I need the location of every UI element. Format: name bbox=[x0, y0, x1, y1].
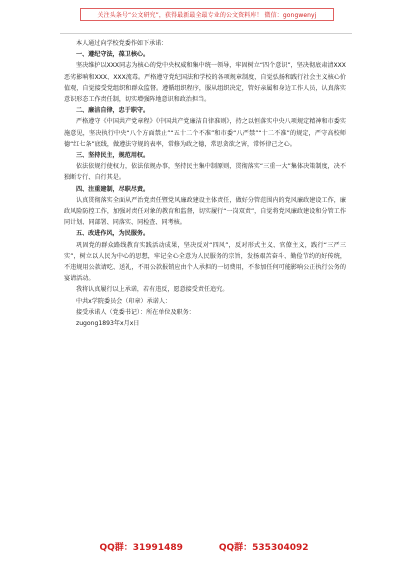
header-divider bbox=[60, 33, 352, 34]
section-body-3: 依法依规行使权力，依法依规办事，坚持民主集中制原则，贯彻落实“三重一大”集体决策制度，决不独断专行、自行其是。 bbox=[64, 163, 346, 182]
pledge-intro: 本人通过向学校党委作如下承诺： bbox=[76, 40, 168, 47]
promo-banner-text: 关注头条号“公文研究”，获得最新最全最专业的公文资料库！ 微信：gongwenyj bbox=[97, 12, 317, 19]
pledge-body bbox=[64, 38, 346, 329]
section-heading-5: 五、改进作风，为民服务。 bbox=[76, 230, 150, 238]
section-heading-1: 一、遵纪守法，葆卫核心。 bbox=[76, 51, 150, 59]
section-heading-3: 三、坚持民主，规范用权。 bbox=[76, 152, 150, 160]
section-heading-2: 二、廉洁自律，忠于职守。 bbox=[76, 107, 150, 115]
signature-recipient: 接受承诺人（党委书记）：所在单位及职务： bbox=[76, 308, 195, 316]
section-body-4: 认真贯彻落实全面从严治党责任暨党风廉政建设主体责任，做好分管范围内的党风廉政建设工作，廉政风险防控工作，加强对责任对象的教育和监督，切实履行“一岗双责”，自觉将党风廉政建设和分管工作同计划、同部署、同落实、同检查、同考核。 bbox=[64, 196, 346, 227]
footer bbox=[0, 540, 408, 553]
qq-group-1: QQ群：31991489 bbox=[99, 543, 183, 553]
promo-banner bbox=[80, 8, 334, 21]
section-body-1: 坚决维护以XXX同志为核心的党中央权威和集中统一领导，牢固树立“四个意识”，坚决彻底肃清XXX恶劣影响和XXX、XXX流毒。严格遵守党纪国法和学校的各项规章制度，自觉弘扬和践行社会主义核心价值观，自觉接受党组织和群众监督。遵循组织程序，服从组织决定，管好亲属和身边工作人员，认真落实意识形态工作责任制，切实增强阵地意识和政治担当。 bbox=[64, 62, 346, 104]
section-heading-4: 四、注重建制，尽职尽责。 bbox=[76, 185, 150, 193]
signature-unit: 中共x学院委员会（印章）承诺人： bbox=[76, 297, 172, 305]
qq-group-2: QQ群：535304092 bbox=[218, 543, 309, 553]
closing-statement: 我将认真履行以上承诺，若有违反，愿意接受责任追究。 bbox=[76, 286, 229, 294]
signature-date: zugong1893年x月x日 bbox=[76, 320, 140, 328]
section-body-2: 严格遵守《中国共产党章程》《中国共产党廉洁自律准则》，持之以恒落实中央八项规定精神和市委实施意见，坚决执行中央“八个方面禁止”“五十二个不准”和市委“八严禁”“十二不准”的规定，严守高校师德“红七条”底线，做遵法守规的表率，常修为政之德，常思贪欲之害，常怀律己之心。 bbox=[64, 118, 346, 148]
section-body-5: 巩固党的群众路线教育实践活动成果，坚决反对“四风”，反对形式主义、官僚主义，践行“三严三实”，树立以人民为中心的思想，牢记全心全意为人民服务的宗旨，发扬艰苦奋斗、勤俭节约的好传统，不违规用公款请吃、送礼，不用公款报销应由个人承担的一切费用，不参加任何可能影响公正执行公务的宴请活动。 bbox=[64, 241, 346, 283]
